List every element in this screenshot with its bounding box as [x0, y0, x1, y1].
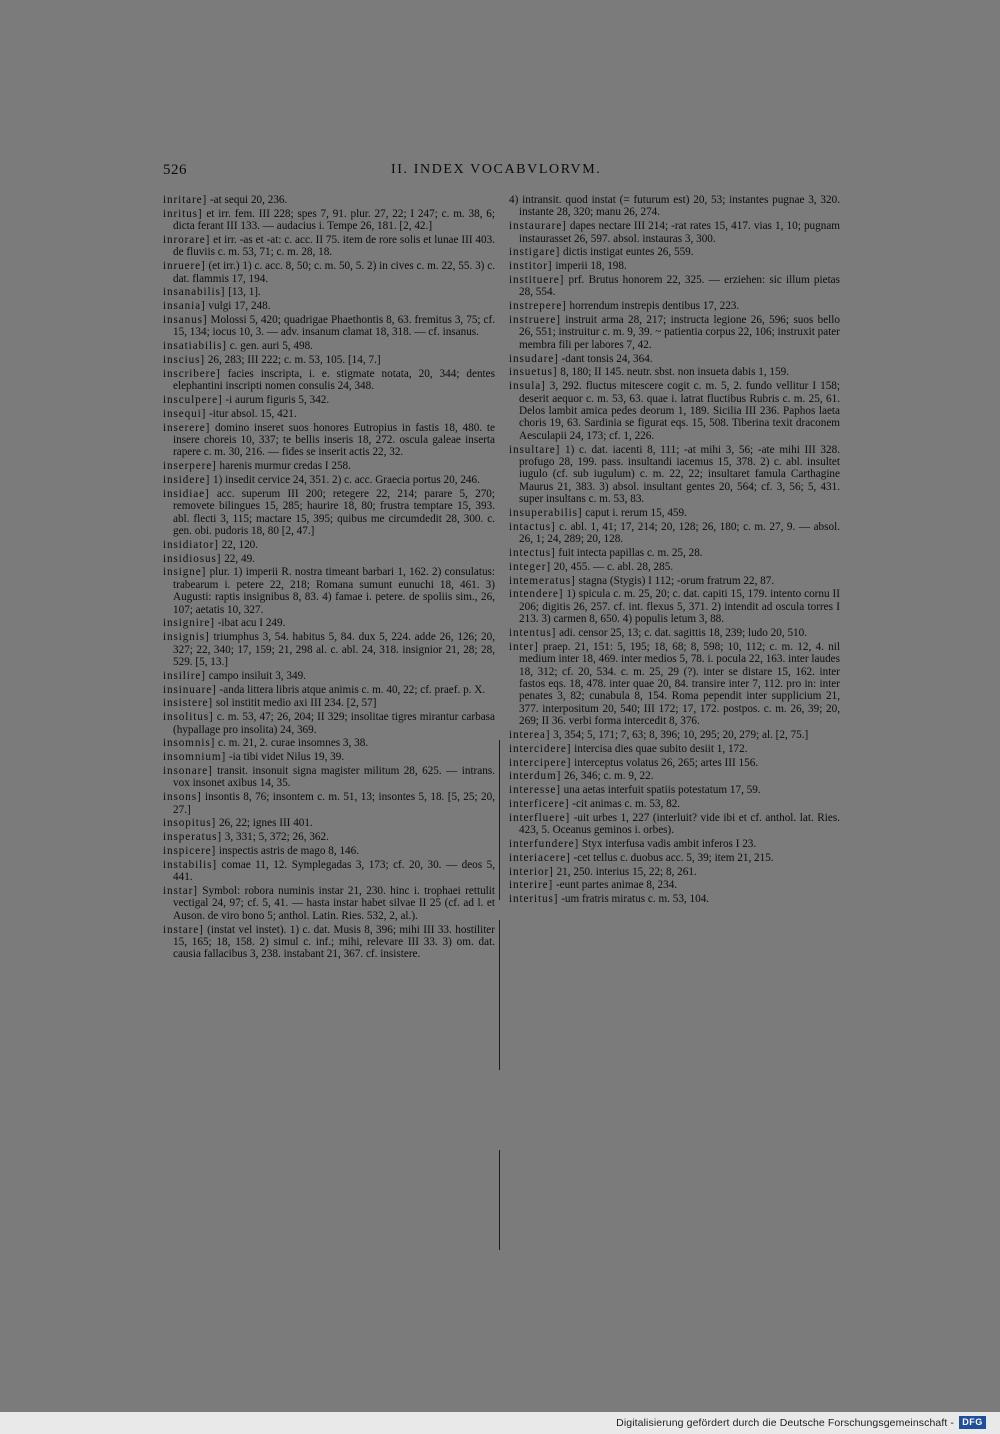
entry-headword: insistere] [163, 697, 214, 710]
running-head [163, 150, 840, 180]
entry-text: prf. Brutus honorem 22, 325. — erziehen: sic illum pietas 28, 554. [519, 274, 840, 299]
dictionary-entry [509, 246, 840, 258]
left-column [163, 194, 495, 962]
entry-text: praep. 21, 151: 5, 195; 18, 68; 8, 598; 10, 112; c. m. 12, 4. nil medium inter 18, 469. inter medios 5, 78. i. pocula 22, 163. inter laudes 18, 312; cf. 20, 534. c. m. 25, 29 (?). inter se distare 15, 162. inter fastos eqs. 18, 478. inter quae 20, 84. transire inter 7, 112. pro in: inter penates 3, 82; cunabula 8, 154. Roma pependit inter supplicium 21, 377. interpositum 20, 540; III 172; 17, 172. postpos. c. m. 26, 39; 20, 269; II 36. verbi forma intercedit 8, 376. [519, 640, 841, 728]
entry-headword: inserere] [163, 421, 211, 434]
entry-headword: instar] [163, 885, 198, 898]
entry-headword: insula] [509, 380, 546, 393]
dictionary-entry [163, 553, 495, 565]
dictionary-entry [163, 684, 495, 696]
dictionary-entry [509, 547, 840, 559]
dictionary-entry [509, 812, 840, 837]
entry-text: instruit arma 28, 217; instructa legione 26, 596; suos bello 26, 551; instruitur c. m. 9, 39. ~ patientia corpus 22, 106; instruxit pater membra fili per labores 7, 42. [519, 314, 840, 351]
entry-headword: instabilis] [163, 858, 218, 871]
funding-notice: Digitalisierung gefördert durch die Deutsche Forschungsgemeinschaft - [616, 1417, 954, 1429]
entry-headword: insinuare] [163, 683, 217, 696]
entry-headword: inscius] [163, 354, 206, 366]
entry-headword: interdum] [509, 770, 562, 783]
entry-text: 26, 22; ignes III 401. [218, 817, 313, 830]
entry-headword: inruere] [163, 260, 206, 273]
entry-headword: inritare] [163, 194, 208, 206]
dictionary-entry [163, 488, 495, 538]
entry-headword: insigne] [163, 566, 207, 579]
entry-headword: instigare] [509, 246, 561, 259]
dictionary-entry [509, 866, 840, 878]
entry-headword: instaurare] [509, 220, 567, 233]
entry-text: 8, 180; II 145. neutr. sbst. non insueta dabis 1, 159. [560, 366, 790, 379]
dictionary-entry [509, 314, 840, 351]
entry-text: domino inseret suos honores Eutropius in fastis 18, 480. te insere choreis 10, 337; te bellis inseris 18, 272. oscula galeae inserta rapere c. m. 30, 216. — fides se inserit actis 22, 32. [173, 421, 496, 459]
entry-headword: insidere] [163, 474, 211, 486]
dictionary-entry [163, 859, 495, 884]
entry-headword: insolitus] [163, 711, 214, 724]
entry-text: Styx interfusa vadis ambit inferos I 23. [581, 838, 757, 851]
dictionary-entry [163, 260, 495, 285]
dictionary-entry [163, 924, 495, 961]
book-page [163, 150, 840, 1260]
entry-text: 4) intransit. quod instat (= futurum est) 20, 53; instantes pugnae 3, 320. instante 28, 320; manu 26, 274. [509, 194, 840, 219]
entry-headword: inter] [509, 640, 539, 653]
entry-headword: inritus] [163, 207, 203, 220]
entry-headword: interesse] [509, 784, 561, 797]
entry-headword: inrorare] [163, 234, 211, 246]
dictionary-entry [163, 817, 495, 829]
entry-text: acc. superum III 200; retegere 22, 214; parare 5, 270; removete bilingues 15, 285; haurire 18, 80; frustra temptare 15, 393. abl. flecti 3, 115; mactare 15, 395; quibus me circumdedit 28, 300. c. gen. obi. pudoris 18, 80 [2, 47.] [173, 487, 495, 538]
right-column [509, 194, 840, 907]
entry-text: c. abl. 1, 41; 17, 214; 20, 128; 26, 180; c. m. 27, 9. — absol. 26, 1; 24, 289; 20, 128. [519, 520, 840, 546]
dictionary-entry [509, 852, 840, 864]
dictionary-entry [163, 286, 495, 298]
page-number: 526 [163, 162, 187, 178]
dictionary-entry [163, 566, 495, 616]
entry-text: Molossi 5, 420; quadrigae Phaethontis 8, 63. fremitus 3, 75; cf. 15, 134; iocus 10, 3. — adv. insanum clamat 18, 318. — cf. insanus. [173, 314, 496, 339]
entry-headword: insons] [163, 791, 202, 804]
column-rule [499, 1150, 500, 1250]
footer-bar [0, 1412, 1000, 1434]
dictionary-entry [163, 791, 495, 816]
dictionary-entry [163, 617, 495, 629]
entry-text: 22, 120. [221, 538, 259, 551]
entry-text: intercisa dies quae subito desiit 1, 172. [574, 742, 748, 755]
dictionary-entry [163, 340, 495, 352]
entry-headword: insuperabilis] [509, 507, 583, 520]
entry-text: inspectis astris de mago 8, 146. [218, 845, 360, 858]
entry-headword: interfluere] [509, 811, 571, 824]
dictionary-entry [163, 474, 495, 486]
entry-headword: intercidere] [509, 742, 572, 755]
entry-text: sol institit medio axi III 234. [2, 57] [215, 697, 377, 710]
entry-text: -dant tonsis 24, 364. [561, 352, 653, 365]
entry-headword: insequi] [163, 407, 207, 420]
entry-text: c. m. 21, 2. curae insomnes 3, 38. [218, 737, 369, 750]
entry-headword: insidiator] [163, 538, 219, 551]
entry-text: et irr. -as et -at: c. acc. II 75. item de rore solis et lunae III 403. de fluviis c. m. 53, 71; c. m. 28, 18. [173, 234, 495, 259]
entry-headword: insopitus] [163, 817, 217, 830]
entry-headword: insomnis] [163, 737, 216, 750]
entry-text: (instat vel instet). 1) c. dat. Musis 8, 396; mihi III 33. hostiliter 15, 165; 18, 158. 2) simul c. inf.; mihi, relevare III 33. 3) om. dat. causia fallacibus 3, 238. instabant 21, 367. cf. insistere. [173, 923, 495, 961]
running-title: II. INDEX VOCABVLORVM. [391, 162, 602, 177]
entry-headword: insanus] [163, 314, 208, 326]
entry-text: adi. censor 25, 13; c. dat. sagittis 18, 239; ludo 20, 510. [559, 627, 808, 640]
dictionary-entry [509, 641, 840, 728]
entry-headword: insculpere] [163, 394, 223, 406]
entry-headword: interfundere] [509, 838, 580, 851]
entry-headword: insignire] [163, 617, 215, 630]
dictionary-entry [509, 798, 840, 810]
dictionary-entry [509, 575, 840, 587]
entry-headword: insultare] [509, 443, 561, 456]
entry-text: 26, 283; III 222; c. m. 53, 105. [14, 7.] [207, 354, 381, 366]
dictionary-entry [163, 234, 495, 259]
entry-headword: instrepere] [509, 300, 567, 313]
entry-text: 26, 346; c. m. 9, 22. [564, 770, 654, 783]
dictionary-entry [509, 757, 840, 769]
dictionary-entry [163, 765, 495, 790]
dictionary-entry [163, 408, 495, 420]
entry-text: -at sequi 20, 236. [209, 194, 288, 206]
dictionary-entry [163, 885, 495, 922]
entry-headword: interiacere] [509, 851, 571, 864]
dictionary-entry [509, 507, 840, 519]
entry-headword: instituere] [509, 274, 565, 286]
entry-text: -ibat acu I 249. [217, 617, 286, 630]
entry-text: -eunt partes animae 8, 234. [555, 879, 678, 892]
dictionary-entry [163, 697, 495, 709]
entry-headword: insanabilis] [163, 286, 226, 299]
entry-text: 1) insedit cervice 24, 351. 2) c. acc. Graecia portus 20, 246. [213, 474, 480, 486]
dictionary-entry [509, 521, 840, 546]
entry-text: -cet tellus c. duobus acc. 5, 39; item 21, 215. [573, 851, 774, 864]
entry-headword: intentus] [509, 627, 557, 640]
dictionary-entry [163, 711, 495, 736]
entry-headword: interior] [509, 865, 554, 878]
dictionary-entry [509, 879, 840, 891]
entry-headword: interficere] [509, 798, 570, 811]
dictionary-entry [163, 368, 495, 393]
entry-text: et irr. fem. III 228; spes 7, 91. plur. 27, 22; I 247; c. m. 38, 6; dicta ferant III 133. — audacius i. Tempe 26, 181. [2, 42.] [173, 207, 495, 233]
entry-text: una aetas interfuit spatiis potestatum 17, 59. [563, 784, 761, 797]
entry-text: fuit intecta papillas c. m. 25, 28. [558, 547, 703, 560]
dictionary-entry [163, 194, 495, 206]
entry-headword: instruere] [509, 314, 561, 326]
dictionary-entry [509, 893, 840, 905]
dictionary-entry [163, 631, 495, 668]
entry-text: stagna (Stygis) I 112; -orum fratrum 22, 87. [578, 574, 775, 587]
entry-text: -i aurum figuris 5, 342. [225, 394, 330, 406]
entry-text: [13, 1]. [228, 286, 261, 299]
dictionary-entry [509, 380, 840, 442]
entry-text: c. gen. auri 5, 498. [229, 340, 313, 353]
entry-text: -itur absol. 15, 421. [209, 407, 297, 420]
entry-text: 21, 250. interius 15, 22; 8, 261. [556, 865, 697, 878]
entry-text: insontis 8, 76; insontem c. m. 51, 13; insontes 5, 18. [5, 25; 20, 27.] [173, 791, 495, 816]
dictionary-entry [509, 588, 840, 625]
entry-headword: inserpere] [163, 460, 217, 473]
dictionary-entry [163, 422, 495, 459]
entry-headword: intectus] [509, 547, 556, 560]
dictionary-entry [509, 743, 840, 755]
column-rule [499, 740, 500, 900]
dictionary-entry [163, 394, 495, 406]
entry-text: 3, 331; 5, 372; 26, 362. [224, 831, 329, 844]
dictionary-entry [163, 208, 495, 233]
entry-text: interceptus volatus 26, 265; artes III 156. [574, 756, 759, 769]
entry-headword: inscribere] [163, 367, 221, 380]
entry-headword: interea] [509, 729, 551, 742]
entry-text: -anda littera libris atque animis c. m. 40, 22; cf. praef. p. X. [219, 683, 486, 696]
dictionary-entry [509, 729, 840, 741]
dictionary-entry [509, 444, 840, 506]
dictionary-entry [509, 561, 840, 573]
entry-headword: interitus] [509, 893, 559, 906]
entry-text: 3, 354; 5, 171; 7, 63; 8, 396; 10, 295; 20, 279; al. [2, 75.] [553, 729, 809, 742]
entry-text: dictis instigat euntes 26, 559. [563, 246, 694, 259]
entry-text: 20, 455. — c. abl. 28, 285. [553, 560, 674, 573]
dictionary-entry [163, 354, 495, 366]
entry-text: -um fratris miratus c. m. 53, 104. [561, 893, 710, 906]
entry-headword: insomnium] [163, 751, 227, 764]
entry-headword: intactus] [509, 520, 556, 533]
entry-headword: insidiosus] [163, 552, 222, 565]
column-rule [499, 920, 500, 1070]
dictionary-entry [509, 838, 840, 850]
dictionary-entry [509, 300, 840, 312]
entry-headword: inspicere] [163, 845, 217, 858]
dictionary-entry [163, 539, 495, 551]
dictionary-entry [163, 314, 495, 339]
entry-text: plur. 1) imperii R. nostra timeant barbari 1, 162. 2) consulatus: trabearum i. petere 22, 218; Romana sumunt eunuchi 18, 461. 3) Augusti: raptis insignibus 8, 83. 4) famae i. petere. de spoliis sim., 26, 107; aetatis 10, 327. [173, 566, 496, 616]
dictionary-entry [163, 300, 495, 312]
entry-text: imperii 18, 198. [555, 260, 627, 273]
entry-headword: insonare] [163, 765, 213, 778]
dictionary-entry [509, 366, 840, 378]
entry-headword: insidiae] [163, 487, 210, 500]
entry-text: transit. insonuit signa magister militum 28, 625. — intrans. vox insonet axibus 14, 35. [173, 765, 495, 790]
dictionary-entry [509, 627, 840, 639]
entry-headword: intercipere] [509, 756, 572, 769]
entry-headword: institor] [509, 260, 553, 273]
entry-text: comae 11, 12. Symplegadas 3, 173; cf. 20, 30. — deos 5, 441. [173, 858, 495, 884]
entry-text: -ia tibi videt Nilus 19, 39. [228, 751, 345, 764]
entry-headword: insignis] [163, 631, 210, 644]
entry-text: vulgi 17, 248. [208, 300, 271, 313]
dictionary-entry [163, 460, 495, 472]
entry-headword: integer] [509, 560, 551, 573]
entry-headword: insudare] [509, 352, 559, 365]
entry-text: (et irr.) 1) c. acc. 8, 50; c. m. 50, 5. 2) in cives c. m. 22, 55. 3) c. dat. flammis 17, 194. [173, 260, 496, 285]
dictionary-entry [509, 194, 840, 219]
dictionary-entry [163, 845, 495, 857]
dictionary-entry [509, 770, 840, 782]
entry-headword: intemeratus] [509, 574, 576, 587]
entry-text: 22, 49. [224, 552, 255, 565]
entry-headword: insilire] [163, 669, 206, 682]
dictionary-entry [509, 274, 840, 299]
entry-text: 1) c. dat. iacenti 8, 111; -at mihi 3, 56; -ate mihi III 328. profugo 28, 199. pass. insultandi iacemus 15, 378. 2) c. abl. insultet iugulo (cf. sub iugulum) c. m. 22, 22; insultaret famula Carthagine Maurus 21, 383. 3) absol. insultant gentes 20, 564; cf. 3, 56; 5, 431. super insultans c. m. 53, 83. [519, 443, 841, 506]
entry-text: horrendum instrepis dentibus 17, 223. [569, 300, 740, 313]
entry-headword: intendere] [509, 588, 564, 601]
entry-text: Symbol: robora numinis instar 21, 230. hinc i. trophaei rettulit vectigal 24, 97; cf. 5, 41. — hasta instar habet silvae II 25 (cf. ad l. et Auson. de viro bono 5; anthol. Latin. Ries. 532, 2, al.). [173, 885, 495, 922]
entry-text: triumphus 3, 54. habitus 5, 84. dux 5, 224. adde 26, 126; 20, 327; 22, 340; 17, 159; 21, 298 al. c. abl. 24, 318. insignior 21, 28; 28, 529. [5, 13.] [173, 631, 496, 669]
dictionary-entry [163, 831, 495, 843]
dictionary-entry [509, 220, 840, 245]
dfg-logo-icon: DFG [959, 1416, 986, 1429]
entry-text: 3, 292. fluctus mitescere cogit c. m. 5, 2. fundo vellitur I 158; deserit aequor c. m. 53, 63. quae i. latrat fluctibus Rubris c. m. 25, 61. Delos lambit amica pedes deorum 1, 189. Sicilia III 236. Paphos laeta choris 19, 63. Sardinia se figurat eqs. 15, 508. Tiberina texit draconem Aesculapii 24, 173; cf. 1, 226. [519, 380, 841, 442]
entry-text: 1) spicula c. m. 25, 20; c. dat. capiti 15, 179. intento cornu II 206; digitis 26, 257. cf. int. flexus 5, 371. 2) intendit ad oscula torres I 213. 3) carmen 8, 650. 4) populis letum 3, 88. [519, 588, 841, 626]
entry-text: facies inscripta, i. e. stigmate notata, 20, 344; dentes elephantini inscripti nomen consulis 24, 348. [173, 367, 495, 393]
dictionary-entry [163, 737, 495, 749]
dictionary-entry [509, 260, 840, 272]
entry-text: -cit animas c. m. 53, 82. [572, 798, 681, 811]
entry-headword: interire] [509, 879, 554, 892]
entry-headword: insatiabilis] [163, 340, 227, 353]
dictionary-entry [509, 353, 840, 365]
entry-text: dapes nectare III 214; -rat rates 15, 417. vias 1, 10; pugnam instaurasset 26, 597. absol. instauras 3, 300. [519, 220, 840, 245]
entry-text: caput i. rerum 15, 459. [585, 507, 687, 520]
dictionary-entry [163, 751, 495, 763]
entry-headword: insuetus] [509, 366, 558, 379]
entry-text: c. m. 53, 47; 26, 204; II 329; insolitae tigres mirantur carbasa (hypallage pro insolita) 24, 369. [173, 711, 496, 736]
dictionary-entry [509, 784, 840, 796]
entry-text: harenis murmur credas I 258. [219, 460, 351, 473]
dictionary-entry [163, 670, 495, 682]
entry-headword: insania] [163, 300, 206, 313]
entry-headword: instare] [163, 923, 204, 936]
entry-headword: insperatus] [163, 831, 222, 844]
entry-text: campo insiluit 3, 349. [208, 669, 306, 682]
entry-text: -uit urbes 1, 227 (interluit? vide ibi et cf. anthol. lat. Ries. 423, 5. Oceanus geminos i. orbes). [519, 811, 840, 837]
